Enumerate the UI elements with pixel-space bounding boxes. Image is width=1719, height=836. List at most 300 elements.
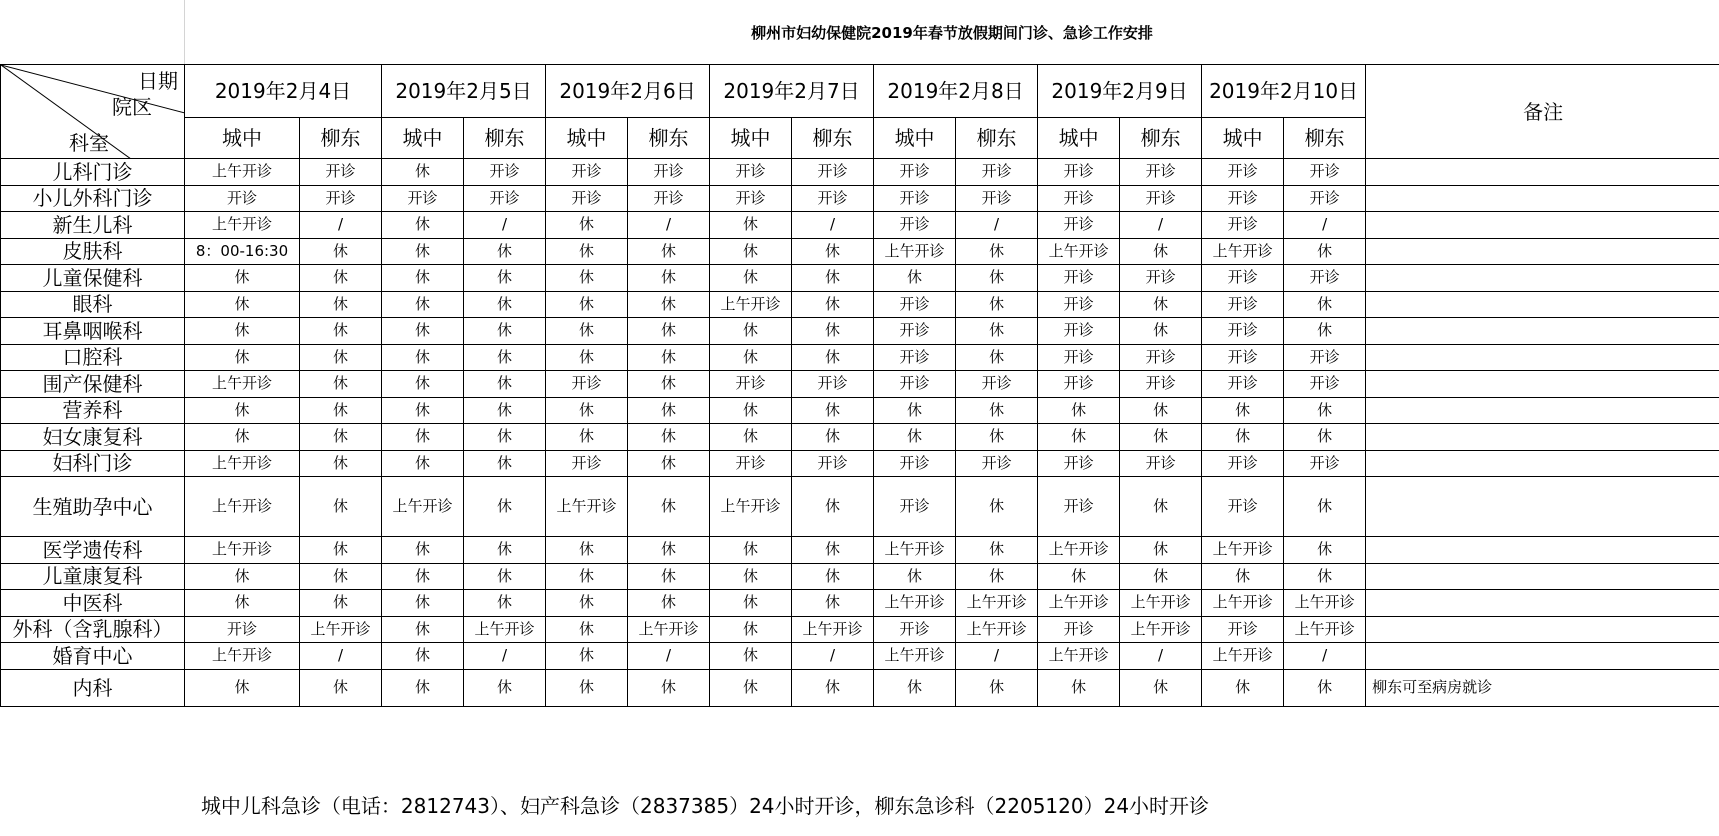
schedule-cell: 休 — [1038, 563, 1120, 590]
schedule-cell: 休 — [874, 563, 956, 590]
schedule-cell: 上午开诊 — [1038, 537, 1120, 564]
schedule-cell: 开诊 — [1038, 477, 1120, 537]
department-name: 妇女康复科 — [1, 424, 185, 451]
schedule-cell: 休 — [185, 424, 300, 451]
schedule-cell: 休 — [546, 238, 628, 265]
schedule-cell: 休 — [464, 537, 546, 564]
schedule-cell: 休 — [792, 669, 874, 706]
date-header-1: 2019年2月4日 — [185, 65, 382, 118]
department-name: 外科（含乳腺科） — [1, 616, 185, 643]
campus-header-liudong: 柳东 — [1120, 118, 1202, 159]
schedule-cell: 休 — [464, 450, 546, 477]
page-title: 柳州市妇幼保健院2019年春节放假期间门诊、急诊工作安排 — [751, 23, 1153, 42]
schedule-cell: 休 — [628, 318, 710, 345]
schedule-cell: 休 — [1284, 397, 1366, 424]
schedule-cell: 上午开诊 — [792, 616, 874, 643]
schedule-cell: 上午开诊 — [874, 643, 956, 670]
schedule-cell: 开诊 — [300, 159, 382, 186]
department-name: 儿童康复科 — [1, 563, 185, 590]
table-row — [1, 616, 1719, 643]
schedule-cell: / — [300, 643, 382, 670]
schedule-cell: 休 — [792, 477, 874, 537]
campus-header-chengzhong: 城中 — [710, 118, 792, 159]
schedule-cell: 休 — [710, 616, 792, 643]
schedule-cell: 开诊 — [1038, 212, 1120, 239]
schedule-cell: 休 — [300, 344, 382, 371]
schedule-cell: 开诊 — [1202, 291, 1284, 318]
campus-header-liudong: 柳东 — [1284, 118, 1366, 159]
schedule-cell: 休 — [956, 477, 1038, 537]
schedule-cell: / — [956, 212, 1038, 239]
schedule-cell: 开诊 — [710, 185, 792, 212]
schedule-cell: 上午开诊 — [1120, 590, 1202, 617]
schedule-cell: 休 — [300, 265, 382, 292]
department-name: 眼科 — [1, 291, 185, 318]
schedule-cell: 休 — [628, 669, 710, 706]
schedule-cell: 休 — [1120, 238, 1202, 265]
schedule-cell: 开诊 — [300, 185, 382, 212]
schedule-cell: 上午开诊 — [382, 477, 464, 537]
schedule-cell: 休 — [1284, 537, 1366, 564]
schedule-cell: 休 — [1038, 424, 1120, 451]
schedule-cell: 开诊 — [874, 318, 956, 345]
schedule-cell: 开诊 — [956, 185, 1038, 212]
schedule-cell: 开诊 — [185, 185, 300, 212]
remark-cell — [1366, 477, 1719, 537]
schedule-cell: 开诊 — [956, 159, 1038, 186]
schedule-cell: 上午开诊 — [956, 590, 1038, 617]
schedule-cell: 开诊 — [792, 185, 874, 212]
department-name: 生殖助孕中心 — [1, 477, 185, 537]
remark-cell — [1366, 371, 1719, 398]
schedule-cell: 休 — [1284, 477, 1366, 537]
schedule-cell: 休 — [628, 291, 710, 318]
schedule-cell: 休 — [464, 424, 546, 451]
schedule-cell: 上午开诊 — [185, 159, 300, 186]
department-name: 儿科门诊 — [1, 159, 185, 186]
schedule-cell: / — [628, 643, 710, 670]
table-row — [1, 643, 1719, 670]
schedule-cell: 开诊 — [1202, 212, 1284, 239]
schedule-cell: 开诊 — [1202, 450, 1284, 477]
schedule-cell: 上午开诊 — [1284, 590, 1366, 617]
department-name: 耳鼻咽喉科 — [1, 318, 185, 345]
campus-header-liudong: 柳东 — [300, 118, 382, 159]
remark-cell — [1366, 563, 1719, 590]
schedule-cell: 休 — [1202, 397, 1284, 424]
schedule-cell: / — [464, 212, 546, 239]
schedule-cell: 休 — [792, 590, 874, 617]
schedule-cell: 休 — [1120, 397, 1202, 424]
schedule-cell: 休 — [956, 265, 1038, 292]
remark-cell — [1366, 344, 1719, 371]
table-row — [1, 590, 1719, 617]
table-row — [1, 185, 1719, 212]
remark-cell — [1366, 616, 1719, 643]
schedule-cell: 开诊 — [628, 185, 710, 212]
schedule-cell: 休 — [382, 159, 464, 186]
schedule-cell: 休 — [300, 669, 382, 706]
schedule-cell: 休 — [710, 212, 792, 239]
schedule-cell: 开诊 — [1120, 344, 1202, 371]
schedule-cell: 开诊 — [1120, 371, 1202, 398]
schedule-cell: 休 — [300, 318, 382, 345]
schedule-cell: 开诊 — [1120, 265, 1202, 292]
table-row — [1, 159, 1719, 186]
schedule-cell: 休 — [710, 563, 792, 590]
date-header-2: 2019年2月5日 — [382, 65, 546, 118]
department-name: 婚育中心 — [1, 643, 185, 670]
schedule-cell: 休 — [300, 371, 382, 398]
schedule-cell: 开诊 — [874, 344, 956, 371]
schedule-cell: 开诊 — [874, 371, 956, 398]
date-header-4: 2019年2月7日 — [710, 65, 874, 118]
remark-cell — [1366, 450, 1719, 477]
schedule-cell: 上午开诊 — [300, 616, 382, 643]
schedule-cell: 开诊 — [628, 159, 710, 186]
schedule-cell: 开诊 — [1202, 265, 1284, 292]
schedule-cell: 休 — [1120, 291, 1202, 318]
schedule-cell: 开诊 — [874, 477, 956, 537]
schedule-cell: 休 — [382, 212, 464, 239]
schedule-cell: / — [464, 643, 546, 670]
schedule-cell: 休 — [464, 344, 546, 371]
schedule-cell: 休 — [382, 537, 464, 564]
schedule-cell: 休 — [300, 537, 382, 564]
schedule-cell: 开诊 — [1202, 371, 1284, 398]
schedule-cell: 上午开诊 — [185, 450, 300, 477]
schedule-cell: 开诊 — [710, 450, 792, 477]
schedule-cell: / — [1120, 643, 1202, 670]
schedule-cell: 上午开诊 — [546, 477, 628, 537]
schedule-cell: 休 — [1284, 563, 1366, 590]
campus-header-chengzhong: 城中 — [382, 118, 464, 159]
schedule-cell: 休 — [382, 643, 464, 670]
schedule-cell: 上午开诊 — [1038, 238, 1120, 265]
schedule-cell: 休 — [792, 238, 874, 265]
schedule-cell: 休 — [382, 265, 464, 292]
schedule-cell: 休 — [710, 397, 792, 424]
table-row — [1, 344, 1719, 371]
schedule-cell: 开诊 — [1038, 371, 1120, 398]
schedule-cell: 休 — [382, 371, 464, 398]
department-name: 内科 — [1, 669, 185, 706]
schedule-cell: 休 — [1120, 424, 1202, 451]
schedule-cell: 休 — [956, 238, 1038, 265]
emergency-footer-note: 城中儿科急诊（电话：2812743）、妇产科急诊（2837385）24小时开诊，柳东急诊科（2205120）24小时开诊 — [200, 794, 1210, 818]
schedule-cell: 休 — [628, 397, 710, 424]
schedule-cell: 休 — [956, 669, 1038, 706]
table-row — [1, 424, 1719, 451]
campus-header-liudong: 柳东 — [792, 118, 874, 159]
schedule-cell: 休 — [300, 397, 382, 424]
schedule-cell: 休 — [300, 563, 382, 590]
schedule-cell: 上午开诊 — [1202, 537, 1284, 564]
schedule-cell: 休 — [1284, 424, 1366, 451]
schedule-cell: 开诊 — [1202, 477, 1284, 537]
schedule-cell: 开诊 — [382, 185, 464, 212]
schedule-cell: 休 — [1038, 669, 1120, 706]
schedule-cell: 开诊 — [874, 616, 956, 643]
schedule-cell: 休 — [710, 669, 792, 706]
schedule-cell: 开诊 — [1202, 318, 1284, 345]
schedule-cell: 开诊 — [956, 450, 1038, 477]
schedule-cell: 上午开诊 — [1284, 616, 1366, 643]
schedule-cell: 休 — [956, 344, 1038, 371]
schedule-cell: 开诊 — [1120, 185, 1202, 212]
corner-date-label: 日期 — [138, 69, 178, 93]
schedule-cell: 上午开诊 — [464, 616, 546, 643]
schedule-cell: 开诊 — [792, 159, 874, 186]
schedule-cell: 开诊 — [956, 371, 1038, 398]
schedule-cell: 休 — [382, 669, 464, 706]
department-name: 营养科 — [1, 397, 185, 424]
table-row — [1, 318, 1719, 345]
schedule-cell: 上午开诊 — [1038, 643, 1120, 670]
schedule-cell: 休 — [382, 563, 464, 590]
remark-cell — [1366, 238, 1719, 265]
remark-cell — [1366, 643, 1719, 670]
schedule-cell: 休 — [874, 669, 956, 706]
schedule-cell: 开诊 — [464, 159, 546, 186]
corner-dept-label: 科室 — [69, 131, 109, 155]
schedule-cell: 休 — [546, 537, 628, 564]
schedule-cell: 上午开诊 — [185, 477, 300, 537]
remark-cell — [1366, 159, 1719, 186]
schedule-cell: 上午开诊 — [874, 537, 956, 564]
department-name: 口腔科 — [1, 344, 185, 371]
schedule-cell: 休 — [628, 590, 710, 617]
remark-cell: 柳东可至病房就诊 — [1366, 669, 1719, 706]
schedule-cell: 开诊 — [1038, 616, 1120, 643]
schedule-cell: 休 — [300, 450, 382, 477]
schedule-cell: 休 — [628, 424, 710, 451]
schedule-cell: 休 — [1284, 669, 1366, 706]
schedule-cell: 上午开诊 — [956, 616, 1038, 643]
schedule-cell: 休 — [382, 397, 464, 424]
schedule-cell: 休 — [1120, 669, 1202, 706]
schedule-cell: 上午开诊 — [710, 477, 792, 537]
remark-cell — [1366, 424, 1719, 451]
department-name: 皮肤科 — [1, 238, 185, 265]
schedule-cell: 休 — [300, 238, 382, 265]
schedule-cell: 休 — [546, 318, 628, 345]
table-row — [1, 450, 1719, 477]
schedule-cell: 休 — [874, 424, 956, 451]
schedule-cell: 休 — [546, 669, 628, 706]
schedule-cell: 开诊 — [464, 185, 546, 212]
schedule-cell: 休 — [792, 291, 874, 318]
campus-header-liudong: 柳东 — [956, 118, 1038, 159]
schedule-cell: 休 — [546, 265, 628, 292]
schedule-cell: 开诊 — [710, 159, 792, 186]
schedule-cell: 休 — [546, 424, 628, 451]
schedule-cell: 上午开诊 — [185, 537, 300, 564]
schedule-cell: 开诊 — [546, 159, 628, 186]
schedule-cell: 休 — [382, 424, 464, 451]
table-row — [1, 265, 1719, 292]
table-row — [1, 291, 1719, 318]
schedule-cell: 休 — [546, 643, 628, 670]
schedule-cell: 休 — [710, 590, 792, 617]
schedule-cell: 休 — [185, 318, 300, 345]
schedule-cell: 休 — [546, 563, 628, 590]
schedule-cell: 上午开诊 — [185, 371, 300, 398]
schedule-cell: 上午开诊 — [710, 291, 792, 318]
date-header-6: 2019年2月9日 — [1038, 65, 1202, 118]
schedule-cell: 休 — [382, 318, 464, 345]
schedule-cell: 休 — [874, 397, 956, 424]
campus-header-chengzhong: 城中 — [1038, 118, 1120, 159]
date-header-3: 2019年2月6日 — [546, 65, 710, 118]
schedule-cell: 开诊 — [546, 450, 628, 477]
schedule-cell: 休 — [1284, 318, 1366, 345]
schedule-cell: 上午开诊 — [185, 643, 300, 670]
schedule-cell: 休 — [464, 563, 546, 590]
table-row — [1, 477, 1719, 537]
remark-cell — [1366, 291, 1719, 318]
department-name: 医学遗传科 — [1, 537, 185, 564]
corner-header — [1, 65, 185, 159]
date-header-7: 2019年2月10日 — [1202, 65, 1366, 118]
schedule-cell: 休 — [546, 344, 628, 371]
remark-cell — [1366, 590, 1719, 617]
department-name: 儿童保健科 — [1, 265, 185, 292]
table-row — [1, 371, 1719, 398]
schedule-cell: 休 — [710, 238, 792, 265]
schedule-cell: 休 — [300, 424, 382, 451]
schedule-cell: 休 — [792, 265, 874, 292]
schedule-cell: 休 — [792, 344, 874, 371]
schedule-cell: 休 — [1120, 318, 1202, 345]
schedule-cell: 开诊 — [1202, 185, 1284, 212]
schedule-table — [0, 64, 1719, 707]
schedule-cell: 开诊 — [1038, 159, 1120, 186]
schedule-cell: 上午开诊 — [1202, 590, 1284, 617]
schedule-cell: 上午开诊 — [185, 212, 300, 239]
schedule-cell: 休 — [1284, 291, 1366, 318]
campus-header-liudong: 柳东 — [628, 118, 710, 159]
schedule-cell: 开诊 — [874, 291, 956, 318]
schedule-cell: 上午开诊 — [1120, 616, 1202, 643]
schedule-cell: 上午开诊 — [874, 238, 956, 265]
campus-header-chengzhong: 城中 — [185, 118, 300, 159]
schedule-cell: 开诊 — [1284, 159, 1366, 186]
schedule-cell: 休 — [956, 397, 1038, 424]
schedule-cell: 休 — [710, 537, 792, 564]
schedule-cell: 休 — [792, 563, 874, 590]
schedule-cell: 休 — [628, 450, 710, 477]
schedule-cell: 上午开诊 — [628, 616, 710, 643]
schedule-cell: 开诊 — [1038, 318, 1120, 345]
schedule-cell: 开诊 — [1284, 185, 1366, 212]
date-header-5: 2019年2月8日 — [874, 65, 1038, 118]
schedule-cell: 休 — [1120, 477, 1202, 537]
schedule-cell: / — [1284, 212, 1366, 239]
schedule-cell: 休 — [464, 318, 546, 345]
schedule-cell: 休 — [1038, 397, 1120, 424]
schedule-cell: 开诊 — [546, 371, 628, 398]
schedule-cell: 开诊 — [874, 450, 956, 477]
table-row — [1, 563, 1719, 590]
schedule-cell: 休 — [628, 477, 710, 537]
schedule-cell: 休 — [300, 477, 382, 537]
schedule-cell: 休 — [792, 397, 874, 424]
table-row — [1, 397, 1719, 424]
schedule-cell: 开诊 — [792, 450, 874, 477]
schedule-cell: 休 — [628, 563, 710, 590]
schedule-cell: 休 — [1284, 238, 1366, 265]
schedule-cell: / — [792, 212, 874, 239]
header-row-dates — [1, 65, 1719, 118]
schedule-cell: 休 — [710, 344, 792, 371]
schedule-cell: 休 — [874, 265, 956, 292]
schedule-cell: 休 — [382, 344, 464, 371]
schedule-cell: / — [1284, 643, 1366, 670]
schedule-cell: 休 — [382, 291, 464, 318]
campus-header-chengzhong: 城中 — [874, 118, 956, 159]
schedule-cell: 开诊 — [1202, 616, 1284, 643]
schedule-cell: 休 — [185, 590, 300, 617]
schedule-cell: 休 — [382, 616, 464, 643]
schedule-cell: 休 — [1202, 424, 1284, 451]
table-row — [1, 238, 1719, 265]
schedule-cell: 开诊 — [1202, 344, 1284, 371]
schedule-cell: 上午开诊 — [1202, 643, 1284, 670]
schedule-cell: 开诊 — [1038, 344, 1120, 371]
schedule-cell: 上午开诊 — [874, 590, 956, 617]
schedule-cell: 休 — [710, 265, 792, 292]
department-name: 小儿外科门诊 — [1, 185, 185, 212]
remark-cell — [1366, 265, 1719, 292]
remark-header: 备注 — [1366, 65, 1719, 159]
schedule-cell: 休 — [464, 397, 546, 424]
schedule-cell: 休 — [956, 318, 1038, 345]
department-name: 围产保健科 — [1, 371, 185, 398]
table-row — [1, 212, 1719, 239]
schedule-cell: 休 — [956, 291, 1038, 318]
schedule-cell: 休 — [710, 424, 792, 451]
schedule-cell: 上午开诊 — [1202, 238, 1284, 265]
schedule-cell: 休 — [628, 371, 710, 398]
schedule-cell: 休 — [1120, 563, 1202, 590]
schedule-cell: 休 — [464, 238, 546, 265]
table-row — [1, 537, 1719, 564]
schedule-cell: 休 — [300, 291, 382, 318]
schedule-cell: 休 — [546, 616, 628, 643]
schedule-cell: 休 — [956, 537, 1038, 564]
schedule-cell: 开诊 — [874, 185, 956, 212]
department-name: 妇科门诊 — [1, 450, 185, 477]
schedule-cell: 开诊 — [874, 212, 956, 239]
remark-cell — [1366, 318, 1719, 345]
schedule-cell: / — [300, 212, 382, 239]
campus-header-liudong: 柳东 — [464, 118, 546, 159]
schedule-cell: 休 — [185, 265, 300, 292]
schedule-cell: 休 — [464, 669, 546, 706]
remark-cell — [1366, 185, 1719, 212]
schedule-cell: 开诊 — [1038, 450, 1120, 477]
schedule-cell: 开诊 — [1284, 265, 1366, 292]
schedule-cell: 休 — [185, 669, 300, 706]
schedule-cell: 休 — [300, 590, 382, 617]
schedule-cell: 开诊 — [1038, 185, 1120, 212]
schedule-cell: 休 — [956, 424, 1038, 451]
campus-header-chengzhong: 城中 — [1202, 118, 1284, 159]
schedule-cell: 休 — [710, 318, 792, 345]
schedule-cell: 开诊 — [1038, 265, 1120, 292]
schedule-cell: 开诊 — [710, 371, 792, 398]
